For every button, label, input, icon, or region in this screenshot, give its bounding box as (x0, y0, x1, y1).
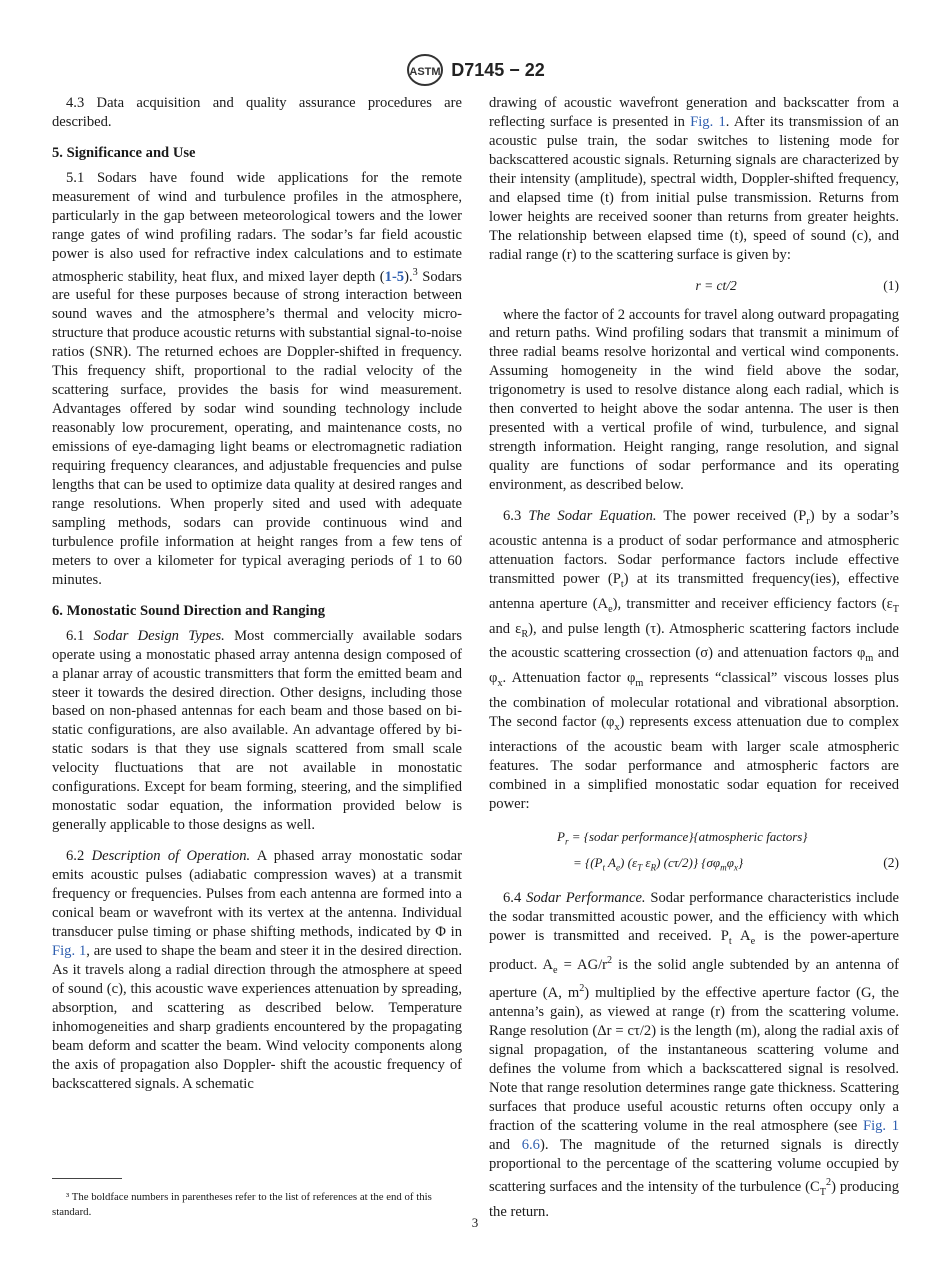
equation-1-number: (1) (883, 277, 899, 293)
fig-1-link[interactable]: Fig. 1 (690, 113, 726, 130)
paragraph-after-equation-1: where the factor of 2 accounts for travel along outward propagating and return paths. Wind profiling sodars that transmit a minimum of three radial beams resolve horizontal and vertical wind components. Assuming homogeneity in the wind field above the sodar, trigonometry is used to resolve distance along each radial, which is then converted to height above the sodar antenna. The user is then presented with a vertical profile of wind, turbulence, and signal strength information. Height ranging, range resolution, and signal quality are functions of sodar performance and its operating environment, as described below. (489, 306, 899, 494)
footnote-marker: 3 (412, 266, 418, 278)
fig-1-link[interactable]: Fig. 1 (52, 942, 87, 959)
fig-1-link[interactable]: Fig. 1 (862, 1117, 899, 1134)
section-6-6-link[interactable]: 6.6 (521, 1136, 540, 1153)
right-column (489, 94, 899, 1233)
footnote-3: ³ The boldface numbers in parentheses refer to the list of references at the end of this standard. (52, 1191, 432, 1218)
left-column (52, 94, 462, 1106)
equation-1-formula: r = ct/2 (695, 277, 737, 293)
reference-link[interactable]: 1-5 (384, 268, 405, 285)
paragraph-4-3: 4.3 Data acquisition and quality assurance procedures are described. (52, 95, 462, 130)
equation-2-line-2: = {($P_t$ $A_e$) ($\varepsilon_T$ $\varepsilon_R$) (cτ/2)} $\{\sigma\varphi_m\varphi_x\}$ (2) (489, 852, 899, 879)
equation-1 (489, 277, 899, 296)
equation-2-line-1: $P_r$ = {sodar performance}{atmospheric factors} (557, 828, 808, 847)
paragraph-6-2: 6.2 Description of Operation. A phased array monostatic sodar emits acoustic pulses (adiabatic compression waves) at a transmit frequency or frequencies. Pulses from each antenna are formed into a conical beam or wavefront with its vertex at the antenna. Individual transducer pulse timing or phase shifting methods, indicated by Φ in Fig. 1, are used to shape the beam and steer it in the desired direction. As it travels along a radial direction through the atmosphere at speed of sound (c), this acoustic wave experiences attenuation by spreading, absorption, and scattering as described below. Temperature inhomogeneities and sharp gradients encountered by the propagating beam deform and scatter the beam. Wind velocity components along the axis of propagation also Doppler- shift the acoustic frequency of backscattered signals. A schematic (52, 848, 462, 1092)
paragraph-6-3: 6.3 The Sodar Equation. The power received $(P_r)$ by a sodar’s acoustic antenna is a product of sodar performance and atmospheric attenuation factors. Sodar performance factors include effective transmitted power $(P_t)$ at its transmitted frequency(ies), effective antenna aperture $(A_e)$, transmitter and receiver efficiency factors ($\varepsilon_T$ and $\varepsilon_R$), and pulse length (τ). Atmospheric scattering factors include the acoustic scattering crossection (σ) and attenuation factors $\varphi_m$ and $\varphi_x$. Attenuation factor $\varphi_m$ represents “classical” viscous losses plus the combination of molecular rotational and vibrational absorption. The second factor $(\varphi_x)$ represents excess attenuation due to complex interactions of the acoustic beam with larger scale atmospheric features. The sodar performance and atmospheric factors are combined in a simplified monostatic sodar equation for received power: (489, 508, 900, 812)
footnote-divider (52, 1178, 122, 1179)
astm-logo-text: ASTM (409, 66, 441, 78)
astm-logo-icon (405, 53, 445, 87)
paragraph-6-2-continued: drawing of acoustic wavefront generation and backscatter from a reflecting surface is presented in Fig. 1. After its transmission of an acoustic pulse train, the sodar switches to listening mode for backscattered acoustic signals. Returning signals are characterized by their intensity (amplitude), spectral width, Doppler-shifted frequency, and elapsed time (t) from initial pulse transmission. Returns from lower heights are received sooner than returns from greater heights. The relationship between elapsed time (t), speed of sound (c), and radial range (r) to the scattering surface is given by: (489, 95, 899, 263)
section-5-title: 5. Significance and Use (52, 144, 196, 161)
equation-2 (489, 826, 899, 879)
section-6-title: 6. Monostatic Sound Direction and Ranging (52, 602, 325, 619)
document-id: D7145 − 22 (451, 59, 545, 80)
page-header (0, 52, 950, 88)
paragraph-6-4: 6.4 Sodar Performance. Sodar performance characteristics include the sodar transmitted acoustic power, and the efficiency with which power is transmitted and received. $P_t$ $A_e$ is the power-aperture product. $A_e = AG/r^2$ is the solid angle subtended by an antenna of aperture (A, $m^2$) multiplied by the effective aperture factor (G, the antenna’s gain), as viewed at range (r) from the scattering volume. Range resolution (Δr = cτ/2) is the length (m), along the radial axis of signal propagation, of the instantaneous scattering volume and defines the volume from which a backscattered signal is resolved. Note that range resolution determines range gate thickness. Scattering surfaces that produce useful acoustic returns often occupy only a fraction of the scattering volume in the real atmosphere (see Fig. 1 and 6.6). The magnitude of the returned signals is directly proportional to the percentage of the scattering volume occupied by scattering surfaces and the intensity of the turbulence $(C_T^2)$ producing the return. (489, 889, 900, 1220)
equation-2-number: (2) (883, 855, 899, 871)
page-number: 3 (471, 1215, 479, 1230)
paragraph-6-1: 6.1 Sodar Design Types. Most commercially available sodars operate using a monostatic phased array antenna design composed of a planar array of acoustic transmitters that form the emitted beam and steer it towards the desired direction. Other designs, including those based on non-phased antennas for each beam and those based on bi-static configurations, are also available. An advantage offered by bi-static sodars is that they use signals scattered from small scale velocity fluctuations that are not available in monostatic configurations. Except for beam forming, steering, and the simplified monostatic sodar equation, the information provided below is generally applicable to those designs as well. (52, 627, 463, 834)
paragraph-5-1: 5.1 Sodars have found wide applications for the remote measurement of wind and turbulence profiles in the atmosphere, particularly in the gap between meteorological towers and the lower range gates of wind profiling radars. The sodar’s far field acoustic power is also used for refractive index calculations and to estimate atmospheric stability, heat flux, and mixed layer depth (1-5).$^3$ Sodars are useful for these purposes because of strong interaction between sound waves and the atmosphere’s thermal and velocity micro-structure that produce acoustic returns with substantial signal-to-noise ratios (SNR). The returned echoes are Doppler-shifted in frequency. This frequency shift, proportional to the radial velocity of the scattering surface, provides the basis for wind measurement. Advantages offered by sodar wind sounding technology include reasonably low procurement, operating, and maintenance costs, no emissions of eye-damaging light beams or electromagnetic radiation requiring frequency clearances, and adjustable frequencies and pulse lengths that can be used to optimize data quality at desired ranges and range resolutions. When properly sited and used with adequate sampling methods, sodars can provide continuous wind and turbulence profile information at height ranges from a few tens of meters to over a kilometer for typical averaging periods of 1 to 60 minutes. (52, 169, 462, 588)
